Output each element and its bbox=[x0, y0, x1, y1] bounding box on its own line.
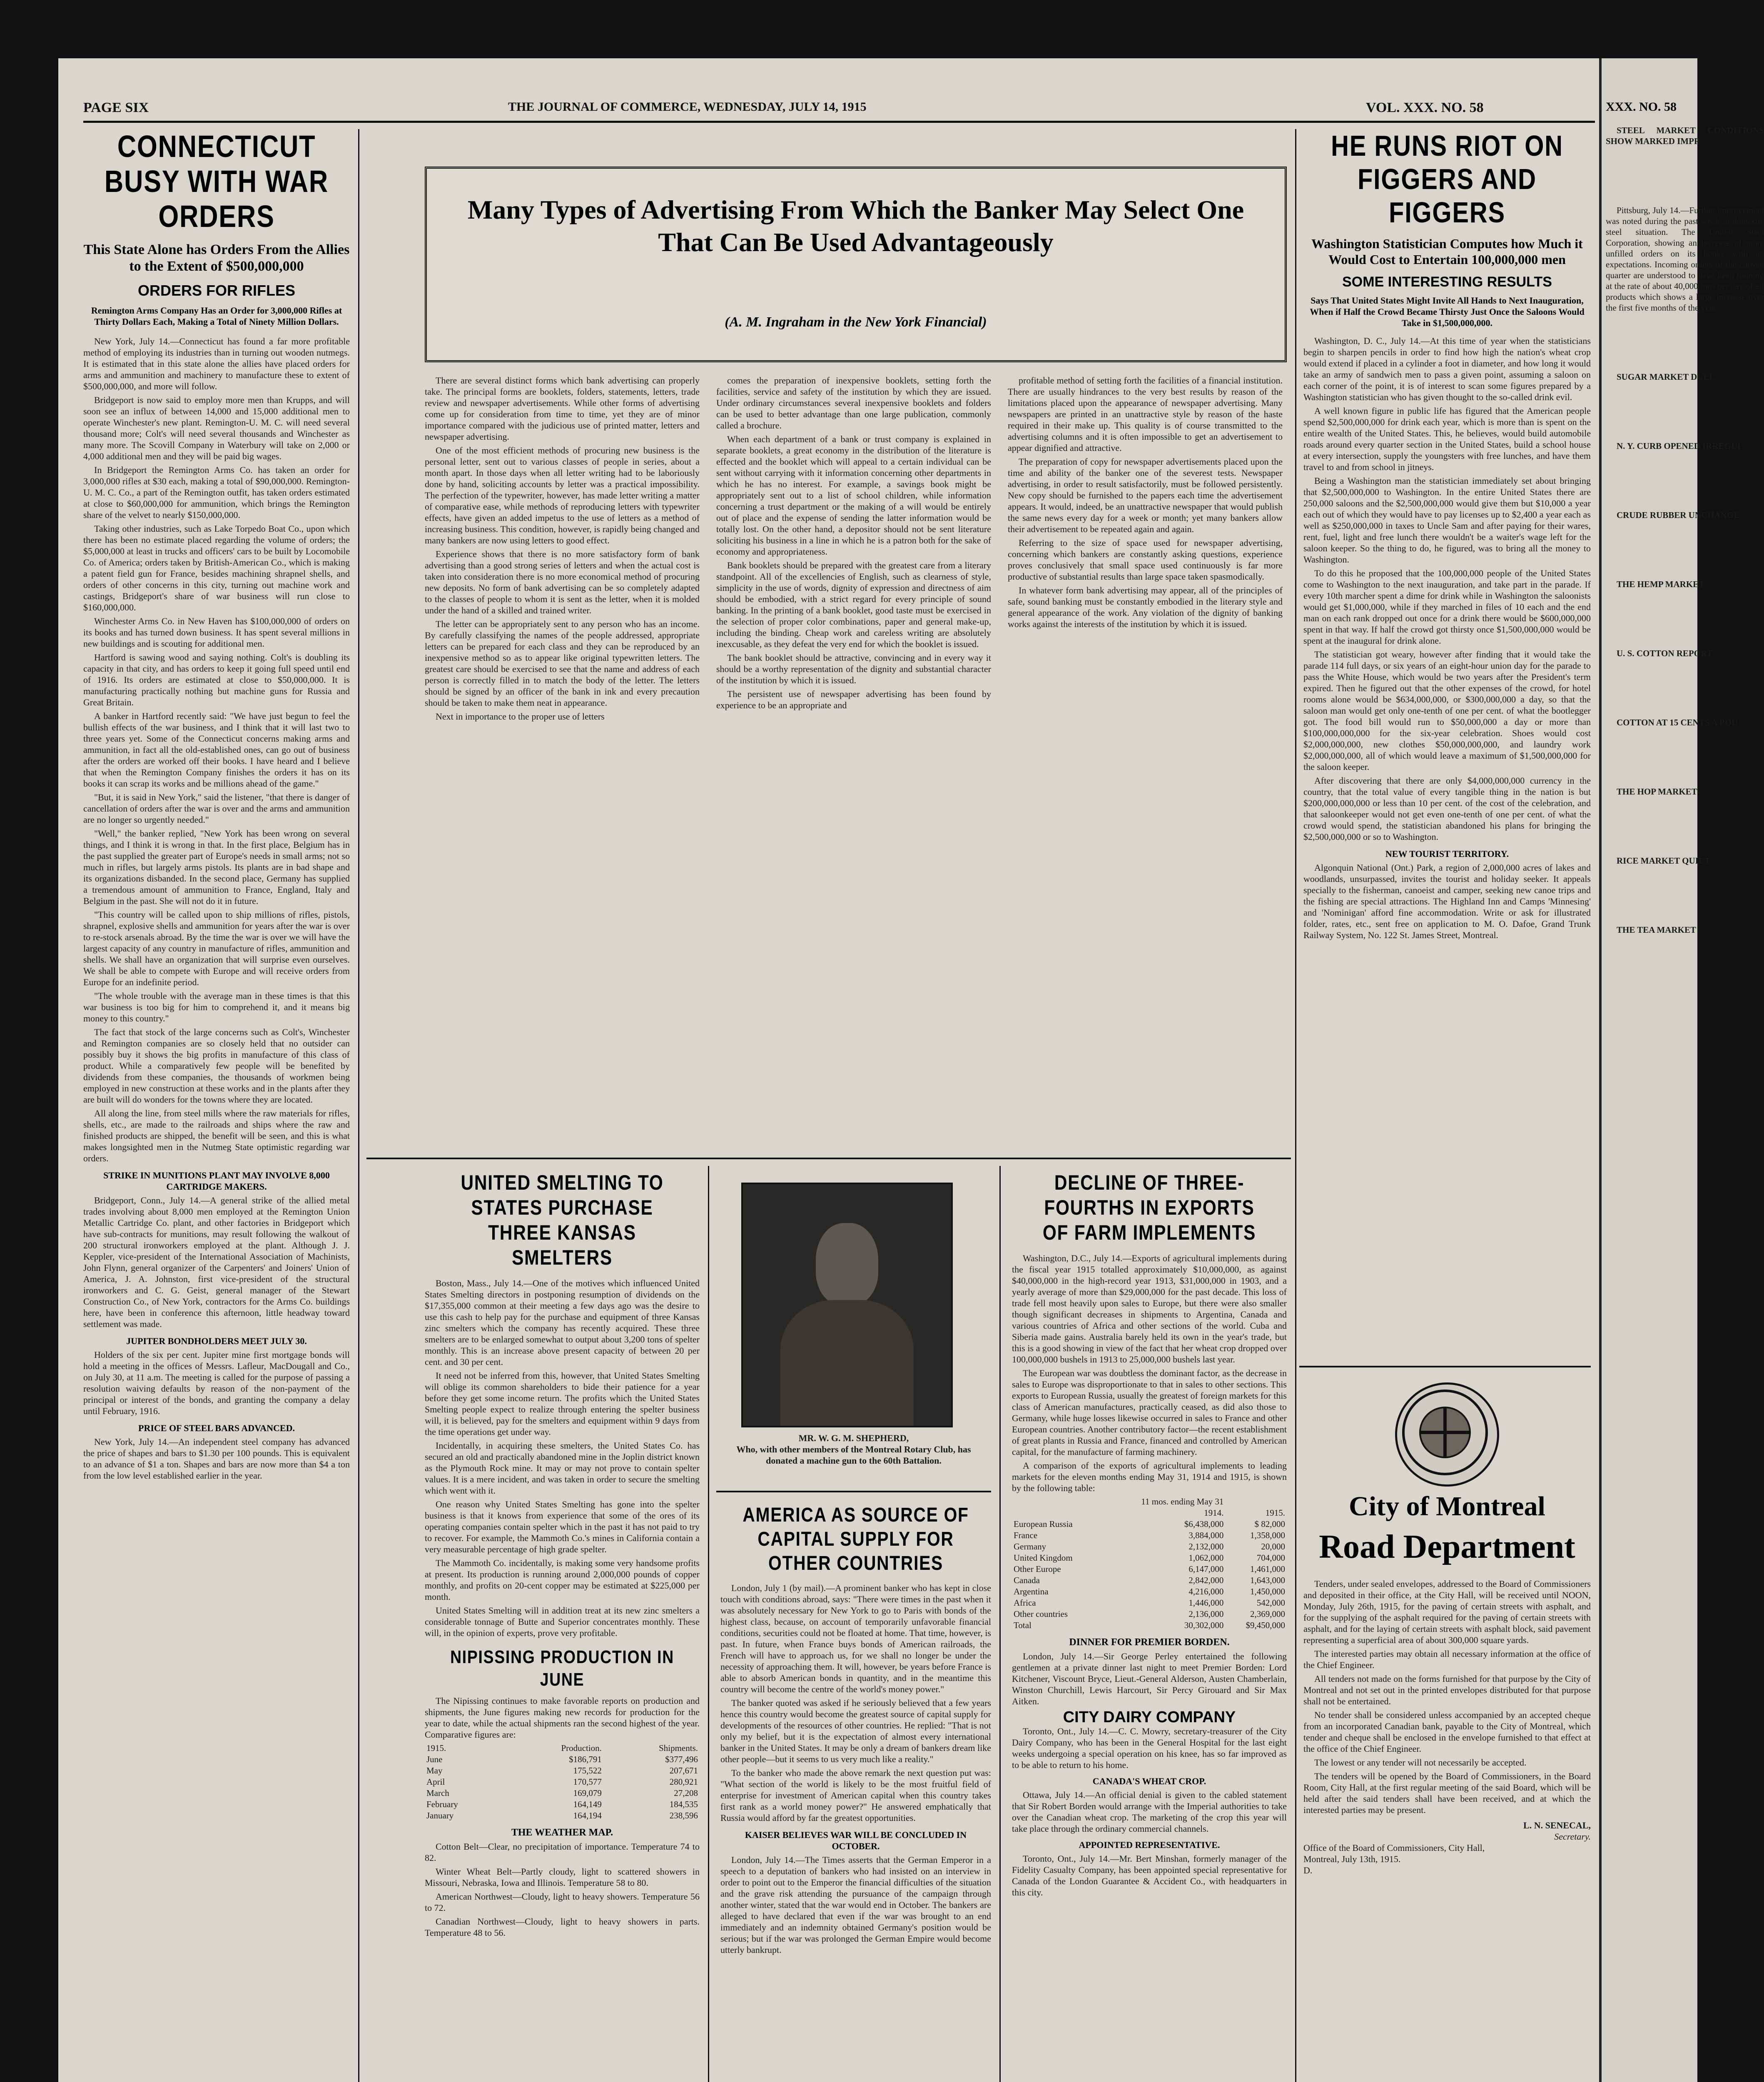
paragraph: Washington, D. C., July 14.—At this time of year when the statisticians begin to sharpen pencils in order to find how high the nation's wheat crop would extend if placed in a cylinder a foot in diameter, and how long it would take an army of sandwich men to pass a given point, assuming a saloon on each corner of the point, it is of interest to scan some figures prepared by a Washington statistician who has given thought to the so-called drink evil. bbox=[1303, 336, 1591, 402]
paragraph: The preparation of copy for newspaper advertisements placed upon the time and ability of the banker one of the severest tests. Newspaper advertising, in order to result satisfactorily, must be followed persistently. New copy should be furnished to the papers each time the advertisement appears. It would, indeed, be an unattractive newspaper that would publish the same news every day for a week or month; yet many bankers allow their advertisement to be repeated again and again. bbox=[1008, 456, 1283, 534]
table-cell: June bbox=[426, 1754, 443, 1764]
feature-bottom-rule bbox=[366, 1158, 1291, 1159]
weather-line: Canadian Northwest—Cloudy, light to heavy showers in parts. Temperature 48 to 56. bbox=[425, 1916, 700, 1938]
headline-kaiser: KAISER BELIEVES WAR WILL BE CONCLUDED IN OCTOBER. bbox=[745, 1830, 967, 1851]
column-rule-1 bbox=[358, 129, 359, 2082]
portrait-body bbox=[780, 1300, 914, 1426]
table-cell: 2,136,000 bbox=[1188, 1609, 1224, 1619]
paragraph: It need not be inferred from this, however, that United States Smelting will oblige its common shareholders to bide their patience for a year before they get some income return. The profits which the United States Smelting people expect to realize through entering the spelter business will, it is believed, pay for the smelters and equipment within 9 days from the time operations get under way. bbox=[425, 1370, 700, 1437]
masthead-title: THE JOURNAL OF COMMERCE, WEDNESDAY, JULY 14, 1915 bbox=[508, 100, 867, 114]
paragraph: There are several distinct forms which bank advertising can properly take. The principal forms are booklets, folders, statements, letters, trade review and newspaper advertisements. While other forms of advertising come up for consideration from time to time, yet they are of minor importance compared with the judicious use of printed matter, letters and newspaper advertising. bbox=[425, 375, 700, 442]
feature-column-3 bbox=[1008, 375, 1283, 1149]
headline-decline: DECLINE OF THREE-FOURTHS IN EXPORTS OF FARM IMPLEMENTS bbox=[1042, 1171, 1256, 1244]
volume-number: VOL. XXX. NO. 58 bbox=[1366, 100, 1484, 115]
strip-item: THE HEMP MARKET bbox=[1617, 579, 1705, 589]
table-row bbox=[1012, 1620, 1287, 1631]
strip-item: STEEL MARKET CONDITIONS SHOW MARKED IMPR bbox=[1606, 125, 1764, 146]
montreal-seal-icon bbox=[1395, 1382, 1499, 1487]
montreal-signer-title: Secretary. bbox=[1554, 1831, 1591, 1842]
table-cell: $6,438,000 bbox=[1184, 1519, 1224, 1529]
table-cell: 1,461,000 bbox=[1250, 1564, 1285, 1574]
table-cell: $ 82,000 bbox=[1254, 1519, 1285, 1529]
column-rule-3 bbox=[999, 1166, 1001, 2082]
table-cell: 27,208 bbox=[674, 1788, 698, 1798]
newspaper-page bbox=[58, 58, 1764, 2082]
table-cell: Germany bbox=[1014, 1542, 1046, 1552]
column-smelting bbox=[425, 1170, 700, 2082]
nipissing-table bbox=[425, 1743, 700, 1821]
paragraph: Washington, D.C., July 14.—Exports of agricultural implements during the fiscal year 1915 totalled approximately $10,000,000, as against $40,000,000 in the high-record year 1913, $31,000,000 in 1903, and a yearly average of more than $29,000,000 for the past decade. This loss of trade fell most heavily upon sales to Europe, but there were also smaller though significant decreases in shipments to Argentina, Canada and various countries of Africa and other sections of the world. Cuba and Siberia made gains. Australia barely held its own in the year's trade, but this is a good showing in view of the fact that her wheat crop dropped over 100,000,000 bushels in 1913 to 25,000,000 bushels last year. bbox=[1012, 1253, 1287, 1365]
strip-item: THE TEA MARKET bbox=[1617, 925, 1696, 935]
table-cell: 238,596 bbox=[669, 1811, 698, 1821]
table-cell: $9,450,000 bbox=[1246, 1620, 1285, 1630]
montreal-office: Office of the Board of Commissioners, City Hall, bbox=[1303, 1843, 1485, 1853]
table-cell: 164,149 bbox=[573, 1799, 602, 1809]
column-america bbox=[720, 1503, 991, 2082]
weather-line: Cotton Belt—Clear, no precipitation of importance. Temperature 74 to 82. bbox=[425, 1841, 700, 1863]
paragraph: A comparison of the exports of agricultural implements to leading markets for the eleven months ending May 31, 1914 and 1915, is shown by the following table: bbox=[1012, 1460, 1287, 1493]
column-decline bbox=[1012, 1170, 1287, 2082]
paragraph: A banker in Hartford recently said: "We have just begun to feel the bullish effects of the war business, and I think that it will last two to three years yet. Some of the Connecticut concerns making arms and ammunition, in fact all the old-established ones, can go out of business after the orders are worked off their books. I have heard and I believe that when the Remington Company finishes the orders it has on its books it can scrap its works and be millions ahead of the game." bbox=[83, 711, 350, 789]
table-cell: 1,358,000 bbox=[1250, 1530, 1285, 1540]
body-decline bbox=[1012, 1253, 1287, 1494]
paragraph: The European war was doubtless the dominant factor, as the decrease in sales to Europe was disproportionate to that in sales to other sections. This exports to European Russia, usually the greatest of foreign markets for this class of American manufactures, practically ceased, as did also those to Germany, while huge losses likewise occurred in sales to France and other European countries. Another contributory factor—the recent establishment of great plants in Russia and France, financed and controlled by American capital, for the manufacture of farming machinery. bbox=[1012, 1368, 1287, 1457]
headline-strike: STRIKE IN MUNITIONS PLANT MAY INVOLVE 8,000 CARTRIDGE MAKERS. bbox=[103, 1170, 330, 1192]
table-cell: 2,842,000 bbox=[1188, 1575, 1224, 1585]
paragraph: Next in importance to the proper use of letters bbox=[436, 711, 605, 722]
table-cell: 184,535 bbox=[669, 1799, 698, 1809]
photo-caption bbox=[720, 1432, 987, 1482]
table-cell: Canada bbox=[1014, 1575, 1040, 1585]
headline-weather: THE WEATHER MAP. bbox=[511, 1827, 613, 1838]
photo-caption-name: MR. W. G. M. SHEPHERD, bbox=[798, 1433, 909, 1443]
headline-america: AMERICA AS SOURCE OF CAPITAL SUPPLY FOR OTHER COUNTRIES bbox=[742, 1504, 969, 1574]
table-header-cell: 1915. bbox=[1265, 1508, 1285, 1518]
table-row bbox=[1012, 1552, 1287, 1564]
table-cell: January bbox=[426, 1811, 454, 1821]
table-row bbox=[425, 1810, 700, 1821]
montreal-body bbox=[1303, 1578, 1591, 2082]
table-cell: 6,147,000 bbox=[1188, 1564, 1224, 1574]
paragraph: Referring to the size of space used for newspaper advertising, concerning which bankers are constantly asking questions, experience proves conclusively that small space used continuously is far more productive of substantial results than large space taken spasmodically. bbox=[1008, 538, 1283, 582]
headline-nipissing: NIPISSING PRODUCTION IN JUNE bbox=[450, 1647, 674, 1690]
paragraph: Tenders, under sealed envelopes, addressed to the Board of Commissioners and deposited in their office, at the City Hall, will be received until NOON, Monday, July 26th, 1915, for the paving of certain streets with asphalt, and for the supplying of the asphalt required for the paving of certain streets with asphalt, and for the laying of certain streets with asphalt block, said pavement representing a superficial area of about 300,000 square yards. bbox=[1303, 1579, 1591, 1645]
section-orders-rifles: ORDERS FOR RIFLES bbox=[137, 282, 296, 299]
table-cell: Africa bbox=[1014, 1598, 1036, 1608]
headline-steel-bars: PRICE OF STEEL BARS ADVANCED. bbox=[138, 1423, 295, 1433]
table-cell: $186,791 bbox=[569, 1754, 602, 1764]
table-row bbox=[1012, 1586, 1287, 1597]
paragraph: A well known figure in public life has figured that the American people spend $2,500,000,000 for drink each year, which is more than is spent on the entire wealth of the United States. This, he believes, would build automobile roads around every quarter section in the United States, build a school house at every intersection, supply the youngsters with free lunches, and have them travel to and from school in jitneys. bbox=[1303, 406, 1591, 472]
weather-line: American Northwest—Cloudy, light to heavy showers. Temperature 56 to 72. bbox=[425, 1891, 700, 1913]
body-smelting bbox=[425, 1278, 700, 1639]
paragraph: Hartford is sawing wood and saying nothing. Colt's is doubling its capacity in that city, and has orders to keep it going full speed until end of 1916. Its orders are estimated at close to $50,000,000. It is manufacturing practically nothing but machine guns for Russia and Great Britain. bbox=[83, 652, 350, 707]
table-cell: Other countries bbox=[1014, 1609, 1068, 1619]
body-weather bbox=[425, 1841, 700, 1938]
table-row bbox=[425, 1754, 700, 1765]
portrait-photo bbox=[741, 1183, 953, 1427]
paragraph: Being a Washington man the statistician immediately set about bringing that $2,500,000,000 to Washington. In the entire United States there are 250,000 saloons and the $2,500,000,000 would give them but $10,000 a year each out of which they would have to pay licenses up to $2,400 a year each as well as $250,000,000 in taxes to Uncle Sam and after paying for their wares, rent, fuel, light and free lunch there wouldn't be a waiter's wage left for the saloon keeper. So the thing to do, he figured, was to bring all the money to Washington. bbox=[1303, 476, 1591, 565]
strip-item: COTTON AT 15 CENTS A POU bbox=[1617, 717, 1738, 727]
strip-item: Pittsburg, July 14.—Further improvement was noted during the past week in domestic steel situation. The United Steel Corporation, showing an increase of more unfilled orders on its books with an expectations. Incoming orders of the current quarter are understood to have been running at the rate of about 40,000 tons per day of all products which shows a large increase over the first five months of the year. bbox=[1606, 205, 1764, 313]
feature-title: Many Types of Advertising From Which the Banker May Select One That Can Be Used Advantageously bbox=[467, 195, 1244, 257]
column-connecticut bbox=[83, 129, 350, 2082]
paragraph: To the banker who made the above remark the next question put was: "What section of the world is likely to be the most fruitful field of enterprise for investment of American capital when this country takes first rank as a world money power?" He answered emphatically that Russia would afford by far the greatest opportunities. bbox=[720, 1768, 991, 1823]
table-cell: 169,079 bbox=[573, 1788, 602, 1798]
ad-top-rule bbox=[1299, 1366, 1591, 1367]
montreal-date: Montreal, July 13th, 1915. bbox=[1303, 1854, 1401, 1864]
strip-item: SUGAR MARKET DULL bbox=[1617, 372, 1715, 382]
table-row bbox=[1012, 1519, 1287, 1530]
strip-item: THE HOP MARKET bbox=[1617, 787, 1697, 797]
montreal-d: D. bbox=[1303, 1865, 1313, 1875]
body-dairy: Toronto, Ont., July 14.—C. C. Mowry, secretary-treasurer of the City Dairy Company, who has been in the General Hospital for the last eight weeks undergoing a special operation on his knee, has so far improved as to be able to return to his home. bbox=[1012, 1726, 1287, 1770]
column-rule-2 bbox=[708, 1166, 709, 2082]
paragraph: The lowest or any tender will not necessarily be accepted. bbox=[1314, 1757, 1527, 1768]
table-cell: February bbox=[426, 1799, 458, 1809]
headline-dinner: DINNER FOR PREMIER BORDEN. bbox=[1069, 1637, 1230, 1648]
headline-dairy: CITY DAIRY COMPANY bbox=[1063, 1708, 1236, 1726]
feature-byline: (A. M. Ingraham in the New York Financial) bbox=[725, 314, 987, 330]
paragraph: Bridgeport is now said to employ more men than Krupps, and will soon see an influx of between 14,000 and 15,000 additional men to operate Winchester's new plant. Remington-U. M. C. will need several thousand more; Colt's will need several thousands and Winchester as many more. The Scovill Company in Waterbury will take on 2,000 or 4,000 additional men and they will be paid big wages. bbox=[83, 395, 350, 461]
feature-column-2 bbox=[716, 375, 991, 1149]
body-america bbox=[720, 1582, 991, 1823]
table-cell: 20,000 bbox=[1261, 1542, 1285, 1552]
column-riot bbox=[1303, 129, 1591, 1362]
photo-caption-text: Who, with other members of the Montreal Rotary Club, has donated a machine gun to the 60th Battalion. bbox=[736, 1444, 971, 1466]
portrait-head bbox=[816, 1223, 878, 1305]
table-row bbox=[425, 1799, 700, 1810]
table-cell: 704,000 bbox=[1256, 1553, 1285, 1563]
table-row bbox=[1012, 1575, 1287, 1586]
headline-appointed: APPOINTED REPRESENTATIVE. bbox=[1079, 1840, 1220, 1850]
paragraph: The interested parties may obtain all necessary information at the office of the Chief Engineer. bbox=[1303, 1649, 1591, 1670]
body-nipissing: The Nipissing continues to make favorable reports on production and shipments, the June figures making new records for production for the year to date, while the actual shipments ran the second highest of the year. Comparative figures are: bbox=[425, 1696, 700, 1740]
paragraph: London, July 1 (by mail).—A prominent banker who has kept in close touch with conditions abroad, says: "There were times in the past when it was absolutely necessary for New York to go to Paris with bonds of the highest class, because, on account of temporarily unfavorable financial conditions, securities could not be floated at home. That time, however, is past. In future, when France buys bonds of American railroads, the French will have to approach us, for we shall no longer be under the necessity of approaching them. It will, however, be years before France is able to absorb American bonds in quantity, and in the meantime this country will become the centre of the world's money power." bbox=[720, 1583, 991, 1694]
paragraph: In whatever form bank advertising may appear, all of the principles of safe, sound banking must be constantly embodied in the literary style and general appearance of the work. Any violation of the dignity of banking works against the interests of the institution by which it is issued. bbox=[1008, 585, 1283, 629]
table-row bbox=[425, 1765, 700, 1776]
table-cell: May bbox=[426, 1766, 443, 1776]
page-number: PAGE SIX bbox=[83, 100, 149, 115]
feature-title-box bbox=[425, 167, 1287, 362]
paragraph: The fact that stock of the large concerns such as Colt's, Winchester and Remington companies are so closely held that no outsider can possibly buy it shows the big profits in manufacture of this class of product. While a comparatively few people will be benefited by dividends from these companies, the thousands of workmen being employed in new construction at these works and in the plants after they are built will do wonders for the towns where they are located. bbox=[83, 1027, 350, 1105]
table-cell: April bbox=[426, 1777, 445, 1787]
paragraph: After discovering that there are only $4,000,000,000 currency in the country, that the total value of every tangible thing in the nation is but $200,000,000,000 or less than 10 per cent. of the cost of the celebration, and that saloonkeeper would not get even one-tenth of one per cent. of what the crowd would spend, the statistician abandoned his plans for bringing the $2,500,000,000 or so to Washington. bbox=[1303, 775, 1591, 842]
paragraph: The persistent use of newspaper advertising has been found by experience to be an appropriate and bbox=[716, 689, 991, 710]
paragraph: The tenders will be opened by the Board of Commissioners, in the Board Room, City Hall, at the first regular meeting of the said Board, which will be held after the said tenders shall have been received, and at which the interested parties may be present. bbox=[1303, 1771, 1591, 1815]
table-cell: 164,194 bbox=[573, 1811, 602, 1821]
table-header-cell: 11 mos. ending May 31 bbox=[1141, 1497, 1224, 1507]
paragraph: Experience shows that there is no more satisfactory form of bank advertising than a good strong series of letters and when the actual cost is taken into consideration there is no more economical method of procuring new deposits. No form of bank advertising can be so completely adapted to the classes of people to whom it is sent as the letter, when it is molded under the hand of a skilled and trained writer. bbox=[425, 549, 700, 615]
table-cell: Total bbox=[1014, 1620, 1031, 1630]
headline-tourist: NEW TOURIST TERRITORY. bbox=[1385, 849, 1509, 859]
table-header-cell: 1915. bbox=[426, 1743, 446, 1753]
body-riot bbox=[1303, 335, 1591, 842]
paragraph: The statistician got weary, however after finding that it would take the parade 114 full days, or six years of an eight-hour union day for the parade to pass the White House, which would be two years after the President's term expired. Then he figured out that the other expenses of the crowd, for hotel rooms alone would be $634,000,000, or $300,000,000 a day, so that the saloon man would get only one-tenth of one per cent. of what the bootlegger got. The food bill would run to $50,000,000 a day or more than $100,000,000,000 for the six-year celebration. Shoes would cost $2,000,000,000, new clothes $50,000,000,000, and laundry work $2,000,000,000, all of which would leave a maximum of $1,500,000,000 for the saloon keeper. bbox=[1303, 649, 1591, 772]
body-appointed: Toronto, Ont., July 14.—Mr. Bert Minshan, formerly manager of the Fidelity Casualty Company, has been appointed special representative for Canada of the London Guarantee & Accident Co., with headquarters in this city. bbox=[1012, 1853, 1287, 1898]
headline-smelting: UNITED SMELTING TO STATES PURCHASE THREE KANSAS SMELTERS bbox=[461, 1171, 664, 1269]
table-header-cell bbox=[1012, 1507, 1102, 1519]
paragraph: To do this he proposed that the 100,000,000 people of the United States come to Washington to the next inauguration, and take part in the parade. If every 10th marcher spent a dime for drink while in Washington the saloonists would get $1,000,000, while if they marched in files of 10 each and the end man on each rank dropped out once for a drink there would be $600,000,000 spent in that way. If half the crowd got thirsty once $1,500,000,000 would be spent at the inaugural for drink alone. bbox=[1303, 568, 1591, 646]
table-cell: 1,450,000 bbox=[1250, 1586, 1285, 1596]
table-cell: United Kingdom bbox=[1014, 1553, 1073, 1563]
paragraph: Incidentally, in acquiring these smelters, the United States Co. has secured an old and practically abandoned mine in the Joplin district known as the Plymouth Rock mine. It may or may not prove to contain spelter values. It is a mere incident, and was taken in order to secure the smelting which went with it. bbox=[425, 1440, 700, 1496]
table-cell: $377,496 bbox=[665, 1754, 698, 1764]
paragraph: The Mammoth Co. incidentally, is making some very handsome profits at present. Its production is running around 2,000,000 pounds of copper monthly, and profits on 20-cent copper may be estimated at $225,000 per month. bbox=[425, 1558, 700, 1602]
paragraph: Taking other industries, such as Lake Torpedo Boat Co., upon which there has been no estimate placed regarding the volume of orders; the $5,000,000 at least in trucks and officers' cars to be built by Locomobile Co. of America; orders taken by British-American Co., which is making a patent field gun for France, besides machining shrapnel shells, and orders of other concerns in this city, turning out machine work and castings, Bridgeport's share of war business will run close to $160,000,000. bbox=[83, 523, 350, 613]
paragraph: All along the line, from steel mills where the raw materials for rifles, shells, etc., are made to the railroads and ships where the raw and finished products are shipped, the benefit will be seen, and this is what makes longsighted men in the Nutmeg State optimistic regarding war orders. bbox=[83, 1108, 350, 1163]
section-results: SOME INTERESTING RESULTS bbox=[1342, 274, 1552, 290]
table-header-cell: Shipments. bbox=[659, 1743, 698, 1753]
paragraph: United States Smelting will in addition treat at its new zinc smelters a considerable tonnage of Butte and Superior concentrates monthly. These will, in the opinion of experts, prove very profitable. bbox=[425, 1605, 700, 1638]
table-header-cell bbox=[1012, 1496, 1102, 1507]
headline-wheat: CANADA'S WHEAT CROP. bbox=[1092, 1776, 1206, 1786]
column-rule-4 bbox=[1295, 129, 1296, 2082]
table-row bbox=[1012, 1597, 1287, 1609]
table-row bbox=[425, 1776, 700, 1788]
body-jupiter: Holders of the six per cent. Jupiter mine first mortgage bonds will hold a meeting in the offices of Messrs. Lafleur, MacDougall and Co., on July 30, at 11 a.m. The meeting is called for the purpose of passing a resolution waiving defaults by reason of the non-payment of the principal or interest of the bonds, and granting the company a delay until February, 1916. bbox=[83, 1350, 350, 1416]
deck-connecticut: This State Alone has Orders From the Allies to the Extent of $500,000,000 bbox=[83, 242, 350, 274]
paragraph: One of the most efficient methods of procuring new business is the personal letter, sent out to various classes of people in series, about a month apart. In those days when all letter writing had to be laboriously done by hand, soliciting accounts by letter was a practical impossibility. The perfection of the typewriter, however, has made letter writing a matter of comparative ease, while methods of reproducing letters with typewriter effects, have given an added impetus to the use of letters as a method of increasing business. This condition, however, is rapidly being changed and many bankers are now using letters to good effect. bbox=[425, 445, 700, 545]
paragraph: "But, it is said in New York," said the listener, "that there is danger of cancellation of orders after the war is over and the arms and ammunition are no longer so urgently needed." bbox=[83, 792, 350, 825]
paragraph: Boston, Mass., July 14.—One of the motives which influenced United States Smelting directors in postponing resumption of dividends on the $17,355,000 common at their meeting a few days ago was the desire to use this cash to help pay for the purchase and equipment of three Kansas zinc smelters which the company has recently acquired. These three smelters are to be enlarged somewhat to output about 3,200 tons of spelter monthly. This is an increase above present capacity of between 20 per cent. and 30 per cent. bbox=[425, 1278, 700, 1367]
strip-item: N. Y. CURB OPENED IRREGUL bbox=[1617, 441, 1744, 451]
table-header-cell: Production. bbox=[561, 1743, 602, 1753]
body-connecticut bbox=[83, 336, 350, 1164]
paragraph: One reason why United States Smelting has gone into the spelter business is that it knows from experience that some of the ores of its operating companies contain spelter which in the past it has not paid to try to recover. For example, the Mammoth Co.'s mines in California contain a very measurable percentage of high grade spelter. bbox=[425, 1499, 700, 1554]
feature-column-1 bbox=[425, 375, 700, 1149]
table-cell: 30,302,000 bbox=[1184, 1620, 1224, 1630]
paragraph: All tenders not made on the forms furnished for that purpose by the City of Montreal and not set out in the printed envelopes distributed for that purpose shall not be entertained. bbox=[1303, 1674, 1591, 1706]
table-cell: 1,062,000 bbox=[1188, 1553, 1224, 1563]
weather-line: Winter Wheat Belt—Partly cloudy, light to scattered showers in Missouri, Nebraska, Iowa and Illinois. Temperature 58 to 80. bbox=[425, 1866, 700, 1888]
subdeck-riot: Says That United States Might Invite All Hands to Next Inauguration, When if Half the Crowd Became Thirsty Just Once the Saloons Would Take in $1,500,000,000. bbox=[1310, 295, 1585, 328]
table-cell: 542,000 bbox=[1256, 1598, 1285, 1608]
paragraph: Winchester Arms Co. in New Haven has $100,000,000 of orders on its books and has turned down business. It has spent several millions in new buildings and is scouting for additional men. bbox=[83, 616, 350, 649]
montreal-title: City of Montreal bbox=[1349, 1491, 1545, 1522]
headline-jupiter: JUPITER BONDHOLDERS MEET JULY 30. bbox=[126, 1336, 307, 1346]
strip-item: U. S. COTTON REPORT bbox=[1617, 648, 1713, 658]
paragraph: No tender shall be considered unless accompanied by an accepted cheque from an incorporated Canadian bank, payable to the City of Montreal, which tender and cheque shall be enclosed in the envelope furnished to that effect at the office of the Chief Engineer. bbox=[1303, 1710, 1591, 1754]
table-cell: 1,446,000 bbox=[1188, 1598, 1224, 1608]
paragraph: The letter can be appropriately sent to any person who has an income. By carefully classifying the names of the people addressed, appropriate letters can be prepared for each class and they can be reproduced by an inexpensive method so as to appear like original typewritten letters. The greatest care should be exercised to see that the name and address of each person is correctly filled in to match the body of the letter. The letters should be signed by an officer of the bank in ink and every precaution should be taken to make them neat in appearance. bbox=[425, 619, 700, 708]
table-cell: March bbox=[426, 1788, 449, 1798]
table-cell: France bbox=[1014, 1530, 1038, 1540]
table-row bbox=[1012, 1609, 1287, 1620]
paragraph: The banker quoted was asked if he seriously believed that a few years hence this country would become the greatest source of capital supply for developments of the resources of other countries. He replied: "That is not only my belief, but it is the expectation of almost every international banker in the United States. It may be only a dream of bankers dream like other people—but it seems to us very much like a reality." bbox=[720, 1698, 991, 1764]
table-header-cell: 1914. bbox=[1204, 1508, 1224, 1518]
strip-item: CRUDE RUBBER UNCHANGE bbox=[1617, 510, 1740, 520]
table-cell: 2,369,000 bbox=[1250, 1609, 1285, 1619]
table-row bbox=[1012, 1564, 1287, 1575]
headline-connecticut: CONNECTICUT BUSY WITH WAR ORDERS bbox=[104, 129, 329, 234]
table-cell: 3,884,000 bbox=[1188, 1530, 1224, 1540]
paragraph: New York, July 14.—Connecticut has found a far more profitable method of employing its industries than in turning out wooden nutmegs. It is estimated that in this state alone the allies have placed orders for arms and ammunition and machinery to manufacture these to extent of $500,000,000, and more will follow. bbox=[83, 336, 350, 391]
strip-text bbox=[1606, 125, 1764, 2082]
body-tourist: Algonquin National (Ont.) Park, a region of 2,000,000 acres of lakes and woodlands, unsurpassed, invites the tourist and holiday seeker. It appeals specially to the fisherman, canoeist and camper, seeking new canoe trips and the fishing are special attractions. The Highland Inn and Camps 'Minnesing' and 'Nominigan' afford fine accommodation. Write or ask for illustrated folder, rates, etc., sent free on application to M. O. Dafoe, Grand Trunk Railway System, No. 122 St. James Street, Montreal. bbox=[1303, 862, 1591, 940]
paragraph: When each department of a bank or trust company is explained in separate booklets, a great economy in the distribution of the literature is effected and the booklet which will appeal to a certain individual can be sent without carrying with it information concerning other departments in which he has no interest. For example, a savings book might be appropriately sent out to a list of school children, while information concerning a trust department or the making of a will would be entirely out of place and the expense of sending the latter information would be totally lost. On the other hand, a depositor should not be sent literature soliciting his business in a line in which he is a patron both for the sake of economy and appropriateness. bbox=[716, 434, 991, 557]
body-kaiser: London, July 14.—The Times asserts that the German Emperor in a speech to a deputation of bankers who had insisted on an interview in order to point out to the Emperor the financial difficulties of the situation and the grave risk attending the pursuance of the campaign through another winter, stated that the war would end in October. The bankers are alleged to have declared that even if the war was brought to an end immediately and an indemnity obtained Germany's position would be serious; but if the war was prolonged the German Empire would become utterly bankrupt. bbox=[720, 1855, 991, 1955]
montreal-ad bbox=[1303, 1374, 1591, 2082]
table-row bbox=[425, 1788, 700, 1799]
table-cell: 4,216,000 bbox=[1188, 1586, 1224, 1596]
table-cell: 280,921 bbox=[669, 1777, 698, 1787]
body-steel-bars: New York, July 14.—An independent steel company has advanced the price of shapes and bars to $1.30 per 100 pounds. This is equivalent to an advance of $1 a ton. Shapes and bars are now more than $4 a ton from the low level established earlier in the year. bbox=[83, 1437, 350, 1481]
table-cell: 170,577 bbox=[573, 1777, 602, 1787]
paragraph: "This country will be called upon to ship millions of rifles, pistols, shrapnel, explosive shells and ammunition for years after the war is over to re-stock arsenals abroad. By the time the war is over we will have the largest capacity of any country in manufacture of rifles, ammunition and shells. We shall have an organization that will surprise even ourselves. We shall be able to compete with Europe and will receive orders from Europe for an indefinite period. bbox=[83, 909, 350, 987]
table-cell: European Russia bbox=[1014, 1519, 1073, 1529]
farm-exports-table bbox=[1012, 1496, 1287, 1631]
table-row bbox=[1012, 1530, 1287, 1541]
paragraph: The bank booklet should be attractive, convincing and in every way it should be a worthy representation of the dignity and substantial character of the institution by which it is issued. bbox=[716, 652, 991, 685]
subdeck-remington: Remington Arms Company Has an Order for 3,000,000 Rifles at Thirty Dollars Each, Making a Total of Ninety Million Dollars. bbox=[91, 305, 342, 327]
adjacent-page-strip bbox=[1599, 58, 1764, 2082]
headline-riot: HE RUNS RIOT ON FIGGERS AND FIGGERS bbox=[1331, 130, 1563, 229]
paragraph: comes the preparation of inexpensive booklets, setting forth the facilities, service and safety of the institution by which they are issued. Under ordinary circumstances several inexpensive booklets and folders can be used to better advantage than one large publication, commonly called a brochure. bbox=[716, 375, 991, 431]
table-cell: Other Europe bbox=[1014, 1564, 1061, 1574]
paragraph: "Well," the banker replied, "New York has been wrong on several things, and I think it is wrong in that. In the first place, Belgium has in the past supplied the greater part of Europe's needs in small arms; not so much in rifles, but largely arms pistols. Its plants are in bad shape and its organizations disbanded. In the second place, Germany has supplied a tremendous amount of ammunition to France, England, Italy and Belgium in the past. She will not do it in future. bbox=[83, 828, 350, 906]
table-row bbox=[1012, 1541, 1287, 1552]
montreal-signer: L. N. SENECAL, bbox=[1523, 1820, 1591, 1830]
table-cell: 2,132,000 bbox=[1188, 1542, 1224, 1552]
photo-rule bbox=[716, 1491, 991, 1492]
table-cell: 1,643,000 bbox=[1250, 1575, 1285, 1585]
body-strike: Bridgeport, Conn., July 14.—A general strike of the allied metal trades involving about 8,000 men employed at the Remington Union Metallic Cartridge Co. plant, and other factories in Bridgeport which have sub-contracts for munitions, may result following the walkout of 200 structural ironworkers employed at the plant. Although J. J. Keppler, vice-president of the International Association of Machinists, John Flynn, general organizer of the Carpenters' and Joiners' Union of America, J. A. Johnston, first vice-president of the structural ironworkers and C. G. Geist, general manager of the Stewart Construction Co., of New York, contractors for the Arms Co. buildings here, have been in conference this afternoon, little headway toward settlement was made. bbox=[83, 1195, 350, 1329]
paragraph: profitable method of setting forth the facilities of a financial institution. There are usually hindrances to the very best results by reason of the limitations placed upon the appearance of newspaper advertising. Many newspapers are printed in an unattractive style by reason of the haste required in their make up. This quality is of course transmitted to the advertising columns and it is often impossible to get an advertisement to appear dignified and attractive. bbox=[1008, 375, 1283, 453]
montreal-dept: Road Department bbox=[1319, 1529, 1575, 1565]
table-cell: Argentina bbox=[1014, 1586, 1049, 1596]
paragraph: "The whole trouble with the average man in these times is that this war business is too big for him to comprehend it, and it means big money to this country." bbox=[83, 991, 350, 1024]
body-dinner: London, July 14.—Sir George Perley entertained the following gentlemen at a private dinner last night to meet Premier Borden: Lord Kitchener, Viscount Bryce, Lieut.-General Alderson, Austen Chamberlain, Winston Churchill, Lewis Harcourt, Sir Percy Girouard and Sir Max Aitken. bbox=[1012, 1651, 1287, 1706]
paragraph: Bank booklets should be prepared with the greatest care from a literary standpoint. All of the excellencies of English, such as clearness of style, simplicity in the use of words, dignity of expression and directness of aim should be embodied, with a strict regard for every principle of sound banking. In the printing of a bank booklet, good taste must be exercised in the selection of proper color combinations, paper and general make-up, including the binding. Cheap work and careless writing are absolutely inexcusable, as they defeat the very end for which the booklet is issued. bbox=[716, 560, 991, 649]
body-wheat: Ottawa, July 14.—An official denial is given to the cabled statement that Sir Robert Borden would arrange with the Imperial authorities to take over the Canadian wheat crop. The marketing of the crop this year will take place through the ordinary commercial channels. bbox=[1012, 1790, 1287, 1834]
strip-item: RICE MARKET QUIET bbox=[1617, 856, 1710, 866]
table-cell: 207,671 bbox=[669, 1766, 698, 1776]
table-header-cell bbox=[1225, 1496, 1287, 1507]
strip-volume: XXX. NO. 58 bbox=[1606, 100, 1677, 114]
deck-riot: Washington Statistician Computes how Much it Would Cost to Entertain 100,000,000 men bbox=[1311, 236, 1583, 267]
paragraph: In Bridgeport the Remington Arms Co. has taken an order for 3,000,000 rifles at $30 each, making a total of $90,000,000. Remington-U. M. C. Co., a part of the Remington outfit, has taken orders estimated at close to $60,000,000 for ammunition, which brings the Remington share of the velvet to nearly $150,000,000. bbox=[83, 465, 350, 520]
table-cell: 175,522 bbox=[573, 1766, 602, 1776]
masthead-rule bbox=[83, 121, 1595, 123]
